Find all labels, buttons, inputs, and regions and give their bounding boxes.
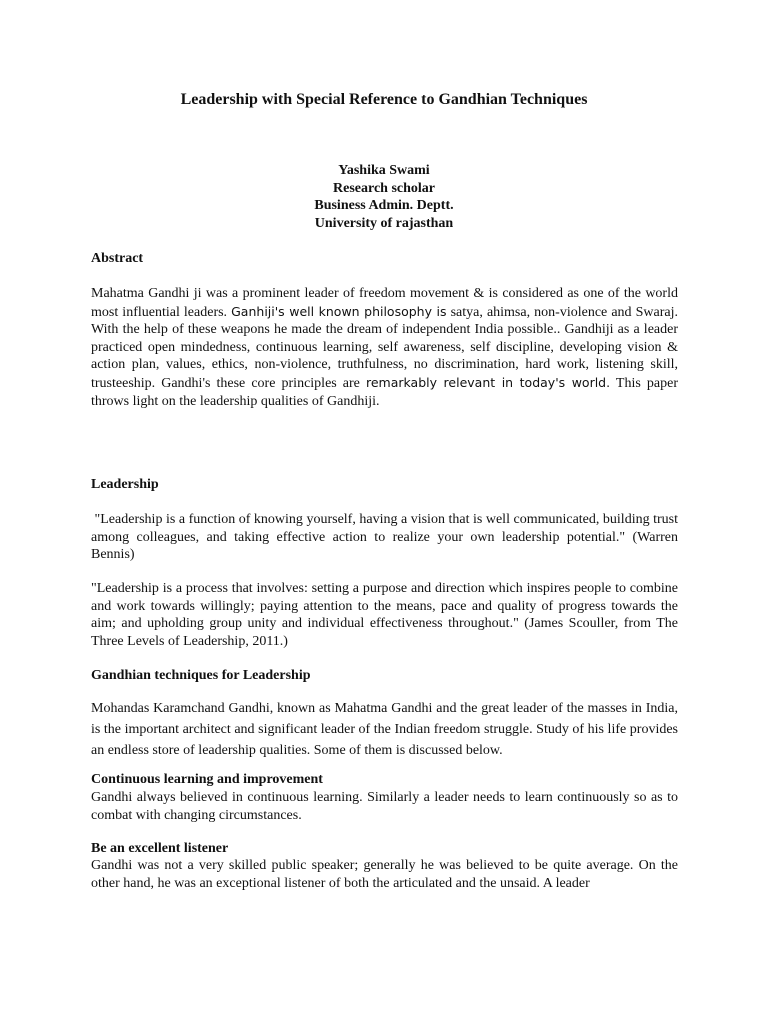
abstract-text-5: This paper throws light on the leadership qualities of Gandhiji. [91, 375, 678, 409]
author-name: Yashika Swami [338, 163, 430, 178]
leadership-quote-scouller: "Leadership is a process that involves: setting a purpose and direction which inspires people to combine and work towards willingly; paying attention to the means, pace and quality of progress towards the aim; and upholding group unity and individual effectiveness throughout." (James Scouller, from The Three Levels of Leadership, 2011.) [91, 581, 678, 649]
abstract-paragraph [91, 285, 678, 410]
document-title: Leadership with Special Reference to Gandhian Techniques [180, 91, 588, 108]
gandhian-heading: Gandhian techniques for Leadership [91, 668, 311, 683]
author-block [0, 162, 768, 232]
leadership-quote-bennis: "Leadership is a function of knowing yourself, having a vision that is well communicated, building trust among colleagues, and taking effective action to realize your own leadership potential." (Warren Bennis) [91, 512, 682, 563]
listener-heading: Be an excellent listener [91, 841, 229, 856]
abstract-text-4: remarkably relevant in today's world. [365, 374, 611, 390]
continuous-learning-heading: Continuous learning and improvement [91, 772, 323, 787]
listener-text: Gandhi was not a very skilled public speaker; generally he was believed to be quite average. On the other hand, he was an exceptional listener of both the articulated and the unsaid. A leader [91, 858, 678, 891]
author-role: Research scholar [333, 180, 435, 196]
gandhian-intro: Mohandas Karamchand Gandhi, known as Mahatma Gandhi and the great leader of the masses in India, is the important architect and significant leader of the Indian freedom struggle. Study of his life provides an endless store of leadership qualities. Some of them is discussed below. [91, 701, 678, 758]
leadership-heading: Leadership [91, 477, 159, 492]
abstract-text-1: Mahatma Gandhi ji was a prominent leader of freedom movement & is considered as one of the world most influential leaders. [91, 286, 678, 320]
abstract-text-3: satya, ahimsa, non-violence and Swaraj. With the help of these weapons he made the dream of independent India possible.. Gandhiji as a leader practiced open mindedness, continuous learning, self awareness, self discipline, developing vision & action plan, values, ethics, non-violence, truthfulness, no discrimination, hard work, listening skill, trusteeship. Gandhi's these core principles are [91, 304, 678, 391]
author-department: Business Admin. Deptt. [314, 198, 454, 213]
author-university: University of rajasthan [314, 215, 454, 231]
continuous-learning-text: Gandhi always believed in continuous learning. Similarly a leader needs to learn continuously so as to combat with changing circumstances. [91, 790, 678, 823]
abstract-text-2: Ganhiji's well known philosophy is [231, 303, 447, 319]
abstract-heading: Abstract [91, 251, 144, 266]
